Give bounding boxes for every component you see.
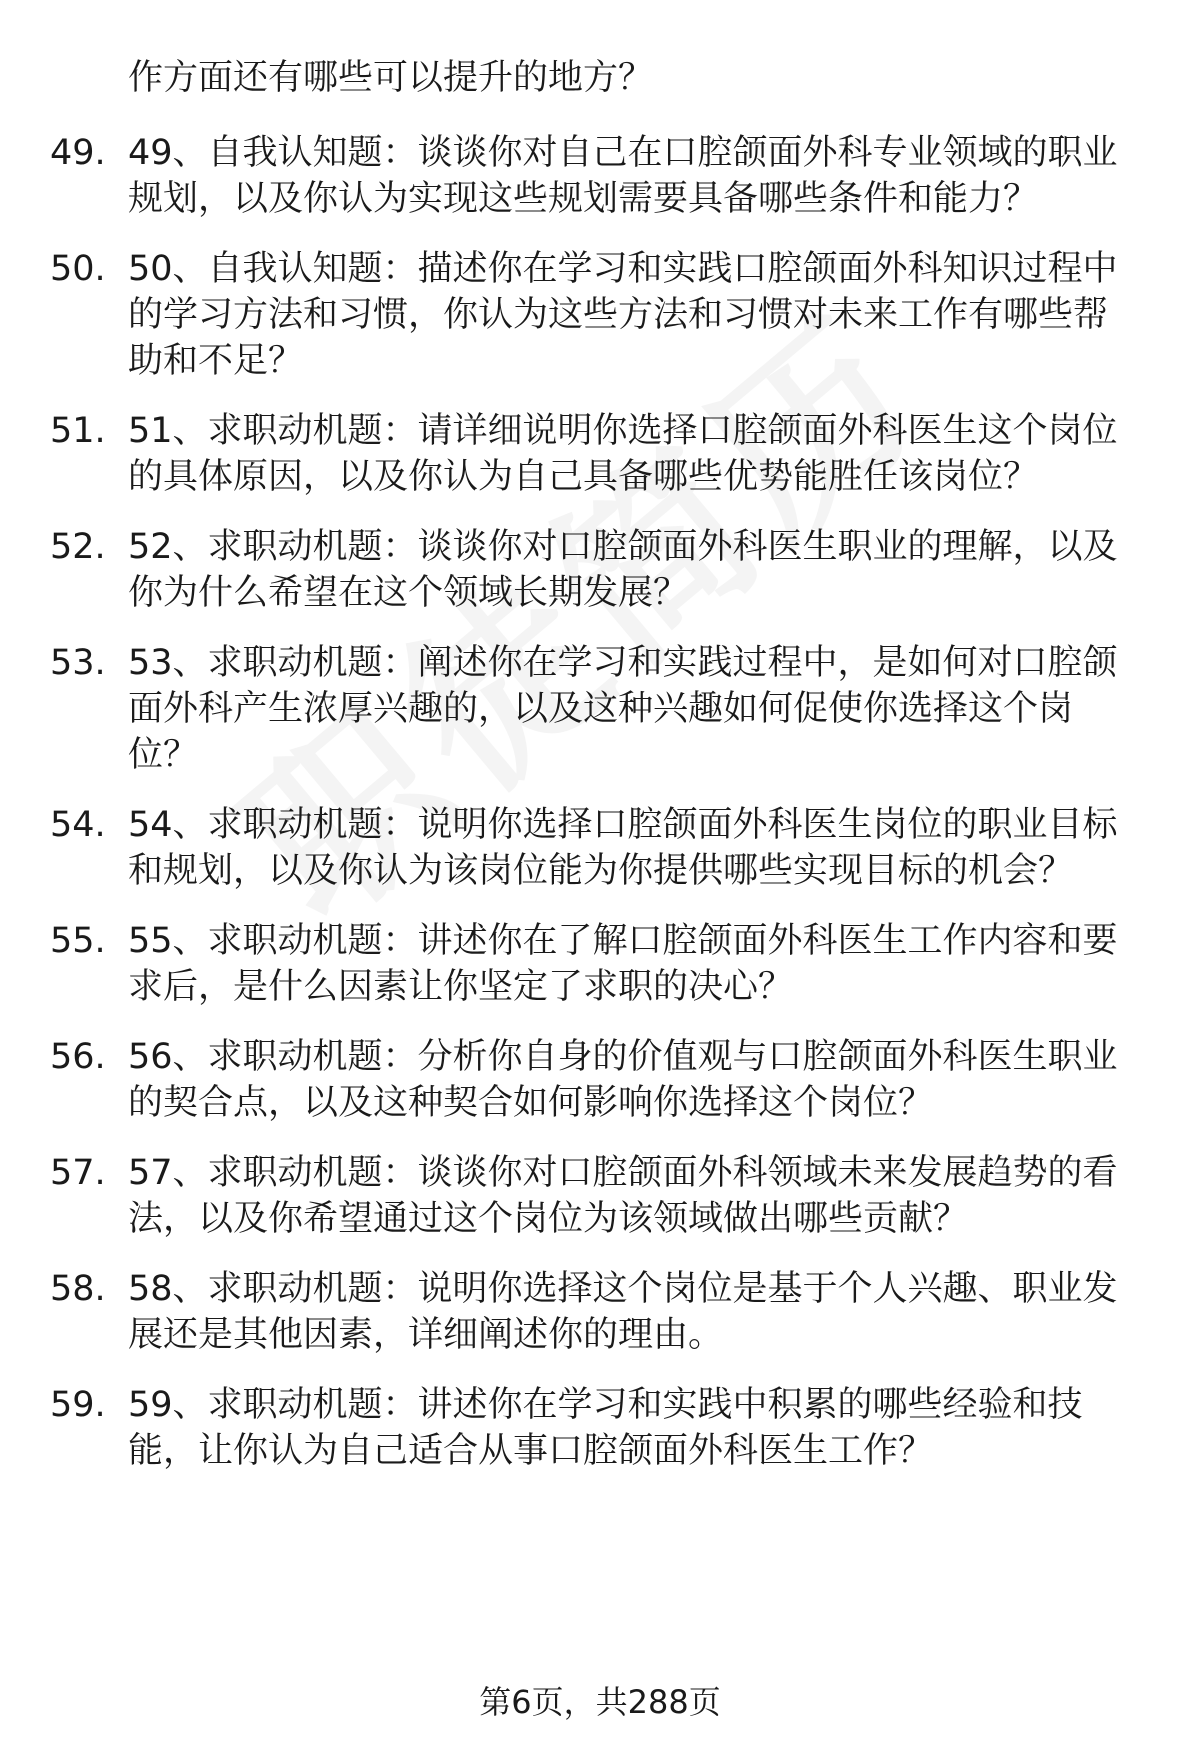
item-text-line: 的具体原因，以及你认为自己具备哪些优势能胜任该岗位？ (128, 457, 1039, 497)
item-text-line: 能，让你认为自己适合从事口腔颌面外科医生工作？ (128, 1431, 934, 1471)
continuation-line: 作方面还有哪些可以提升的地方？ (128, 58, 654, 98)
item-number: 49. (50, 133, 106, 173)
item-text-line: 你为什么希望在这个领域长期发展？ (128, 573, 689, 613)
item-text-line: 规划，以及你认为实现这些规划需要具备哪些条件和能力？ (128, 179, 1039, 219)
item-number: 55. (50, 921, 106, 961)
item-text-line: 58、求职动机题：说明你选择这个岗位是基于个人兴趣、职业发 (128, 1269, 1118, 1309)
item-text-line: 50、自我认知题：描述你在学习和实践口腔颌面外科知识过程中 (128, 249, 1118, 289)
item-text-line: 55、求职动机题：讲述你在了解口腔颌面外科医生工作内容和要 (128, 921, 1118, 961)
item-text-line: 53、求职动机题：阐述你在学习和实践过程中，是如何对口腔颌 (128, 643, 1118, 683)
item-text-line: 法，以及你希望通过这个岗位为该领域做出哪些贡献？ (128, 1199, 969, 1239)
item-text-line: 和规划，以及你认为该岗位能为你提供哪些实现目标的机会？ (128, 851, 1074, 891)
item-text-line: 的契合点，以及这种契合如何影响你选择这个岗位？ (128, 1083, 934, 1123)
item-text-line: 52、求职动机题：谈谈你对口腔颌面外科医生职业的理解，以及 (128, 527, 1118, 567)
item-number: 56. (50, 1037, 106, 1077)
item-number: 59. (50, 1385, 106, 1425)
item-text-line: 面外科产生浓厚兴趣的，以及这种兴趣如何促使你选择这个岗 (128, 689, 1074, 729)
item-text-line: 的学习方法和习惯，你认为这些方法和习惯对未来工作有哪些帮 (128, 295, 1109, 335)
item-text-line: 59、求职动机题：讲述你在学习和实践中积累的哪些经验和技 (128, 1385, 1083, 1425)
item-number: 50. (50, 249, 106, 289)
item-number: 52. (50, 527, 106, 567)
item-text-line: 56、求职动机题：分析你自身的价值观与口腔颌面外科医生职业 (128, 1037, 1118, 1077)
item-text-line: 展还是其他因素，详细阐述你的理由。 (128, 1315, 724, 1355)
item-text-line: 54、求职动机题：说明你选择口腔颌面外科医生岗位的职业目标 (128, 805, 1118, 845)
item-text-line: 51、求职动机题：请详细说明你选择口腔颌面外科医生这个岗位 (128, 411, 1118, 451)
item-text-line: 57、求职动机题：谈谈你对口腔颌面外科领域未来发展趋势的看 (128, 1153, 1118, 1193)
item-number: 51. (50, 411, 106, 451)
item-number: 53. (50, 643, 106, 683)
item-number: 58. (50, 1269, 106, 1309)
item-text-line: 助和不足？ (128, 341, 304, 381)
item-text-line: 位？ (128, 735, 199, 775)
item-number: 54. (50, 805, 106, 845)
item-number: 57. (50, 1153, 106, 1193)
item-text-line: 49、自我认知题：谈谈你对自己在口腔颌面外科专业领域的职业 (128, 133, 1118, 173)
page-footer: 第6页，共288页 (479, 1683, 721, 1721)
item-text-line: 求后，是什么因素让你坚定了求职的决心？ (128, 967, 794, 1007)
